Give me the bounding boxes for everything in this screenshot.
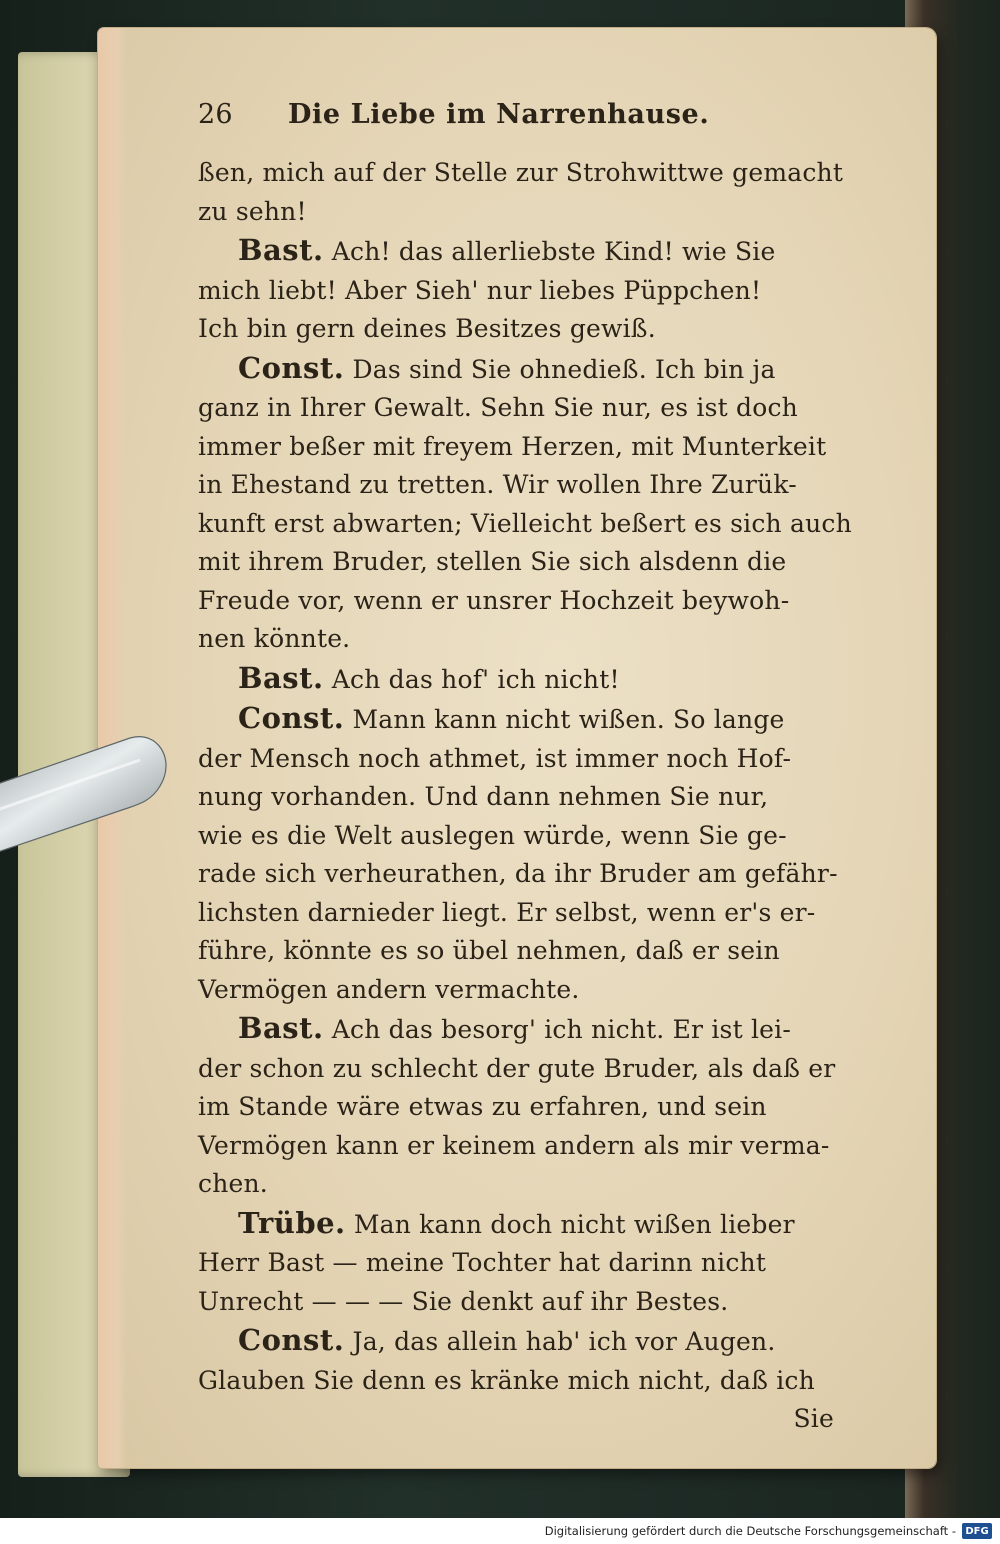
speech-text: Ach das besorg' ich nicht. Er ist lei- xyxy=(331,1015,792,1044)
text-line: der Mensch noch athmet, ist immer noch Hof- xyxy=(198,743,792,773)
text-line xyxy=(198,1009,864,1050)
text-line: Ich bin gern deines Besitzes gewiß. xyxy=(198,314,656,343)
catchword: Sie xyxy=(793,1404,834,1433)
speaker-const: Const. xyxy=(238,701,345,735)
text-line xyxy=(198,659,864,700)
text-line: Unrecht — — — Sie denkt auf ihr Bestes. xyxy=(198,1286,729,1316)
text-line xyxy=(198,349,864,390)
text-line: Freude vor, wenn er unsrer Hochzeit beywoh- xyxy=(198,585,790,615)
dfg-logo-icon: DFG xyxy=(962,1523,992,1539)
text-line: in Ehestand zu tretten. Wir wollen Ihre Zurük- xyxy=(198,470,797,499)
page-number: 26 xyxy=(198,99,233,130)
speech-text: Ja, das allein hab' ich vor Augen. xyxy=(352,1327,776,1356)
text-line: zu sehn! xyxy=(198,196,307,226)
speaker-const: Const. xyxy=(238,1323,345,1357)
text-line: chen. xyxy=(198,1169,268,1198)
text-line: nung vorhanden. Und dann nehmen Sie nur, xyxy=(198,782,769,811)
text-line: Vermögen kann er keinem andern als mir verma- xyxy=(198,1130,830,1160)
text-line: mich liebt! Aber Sieh' nur liebes Püppchen! xyxy=(198,275,762,305)
letter-opener xyxy=(0,720,170,870)
footer-bar xyxy=(0,1518,1000,1544)
text-line: führe, könnte es so übel nehmen, daß er sein xyxy=(198,936,780,965)
text-line xyxy=(198,699,864,740)
text-line: ßen, mich auf der Stelle zur Strohwittwe gemacht xyxy=(198,158,844,187)
text-line: der schon zu schlecht der gute Bruder, als daß er xyxy=(198,1053,836,1083)
text-line: immer beßer mit freyem Herzen, mit Munterkeit xyxy=(198,431,827,461)
text-line: nen könnte. xyxy=(198,624,351,653)
speaker-bast: Bast. xyxy=(238,1011,324,1045)
text-line: mit ihrem Bruder, stellen Sie sich alsdenn die xyxy=(198,547,787,576)
text-line: im Stande wäre etwas zu erfahren, und sein xyxy=(198,1092,767,1121)
speaker-bast: Bast. xyxy=(238,233,324,267)
text-line: ganz in Ihrer Gewalt. Sehn Sie nur, es ist doch xyxy=(198,393,798,422)
text-line: Vermögen andern vermachte. xyxy=(198,974,580,1004)
text-line xyxy=(198,1321,864,1362)
running-title: Die Liebe im Narrenhause. xyxy=(288,99,710,130)
text-line xyxy=(198,231,864,272)
speaker-truebe: Trübe. xyxy=(238,1205,346,1240)
page-header xyxy=(198,96,864,142)
speech-text: Ach! das allerliebste Kind! wie Sie xyxy=(331,237,776,266)
speaker-bast: Bast. xyxy=(238,660,324,695)
text-line: wie es die Welt auslegen würde, wenn Sie ge- xyxy=(198,820,787,850)
text-line: Glauben Sie denn es kränke mich nicht, daß ich xyxy=(198,1365,815,1395)
funding-credit: Digitalisierung gefördert durch die Deutsche Forschungsgemeinschaft - xyxy=(544,1524,956,1538)
text-line: Herr Bast — meine Tochter hat darinn nicht xyxy=(198,1248,767,1277)
speech-text: Ach das hof' ich nicht! xyxy=(331,664,620,694)
text-line xyxy=(198,1204,864,1245)
speech-text: Man kann doch nicht wißen lieber xyxy=(353,1209,795,1239)
page-text xyxy=(198,96,864,1439)
text-line: lichsten darnieder liegt. Er selbst, wenn er's er- xyxy=(198,897,816,927)
text-line: rade sich verheurathen, da ihr Bruder am gefähr- xyxy=(198,859,838,888)
speech-text: Das sind Sie ohnedieß. Ich bin ja xyxy=(352,354,776,384)
speaker-const: Const. xyxy=(238,350,345,385)
text-line: kunft erst abwarten; Vielleicht beßert es sich auch xyxy=(198,508,852,538)
speech-text: Mann kann nicht wißen. So lange xyxy=(352,705,785,734)
